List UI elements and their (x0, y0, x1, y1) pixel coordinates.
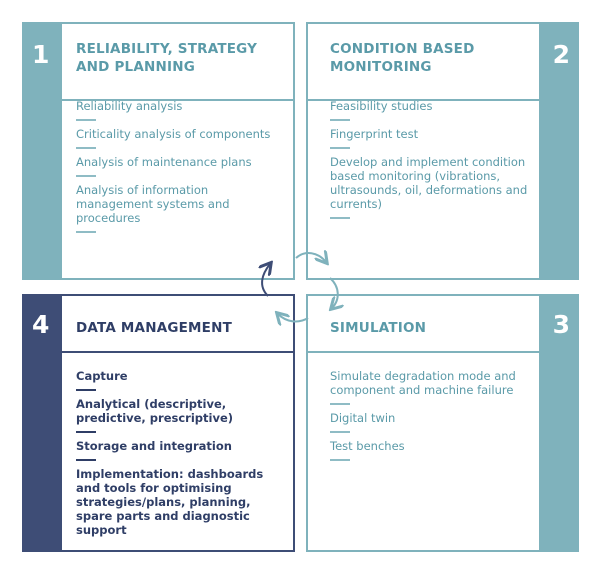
arrow-4-to-1 (262, 264, 270, 296)
arrow-2-to-3 (330, 278, 338, 308)
list-item: Fingerprint test (330, 127, 529, 149)
arrow-1-to-2 (296, 253, 326, 262)
panel-2-title: CONDITION BASED MONITORING (330, 41, 475, 75)
list-item: Test benches (330, 439, 529, 461)
list-item: Implementation: dashboards and tools for optimising strategies/plans, planning, spare parts and diagnostic support (76, 467, 264, 537)
list-item: Capture (76, 369, 283, 391)
list-item: Reliability analysis (76, 99, 283, 121)
list-item: Criticality analysis of components (76, 127, 283, 149)
list-item: Digital twin (330, 411, 529, 433)
list-item: Simulate degradation mode and component and machine failure (330, 369, 529, 405)
panel-1-title: RELIABILITY, STRATEGY AND PLANNING (76, 41, 258, 75)
panel-1-number: 1 (32, 40, 50, 69)
list-item: Analysis of information management systems and procedures (76, 183, 283, 233)
list-item: Storage and integration (76, 439, 283, 461)
panel-4-number: 4 (32, 310, 50, 339)
panel-2-number: 2 (552, 40, 570, 69)
list-item: Develop and implement condition based monitoring (vibrations, ultrasounds, oil, deformations and currents) (330, 155, 529, 219)
list-item: Feasibility studies (330, 99, 529, 121)
panel-3-number: 3 (552, 310, 570, 339)
panel-4-title: DATA MANAGEMENT (76, 320, 233, 336)
panel-3-title: SIMULATION (330, 320, 427, 336)
list-item: Analysis of maintenance plans (76, 155, 283, 177)
list-item: Analytical (descriptive, predictive, prescriptive) (76, 397, 283, 433)
arrow-3-to-4 (278, 314, 308, 321)
